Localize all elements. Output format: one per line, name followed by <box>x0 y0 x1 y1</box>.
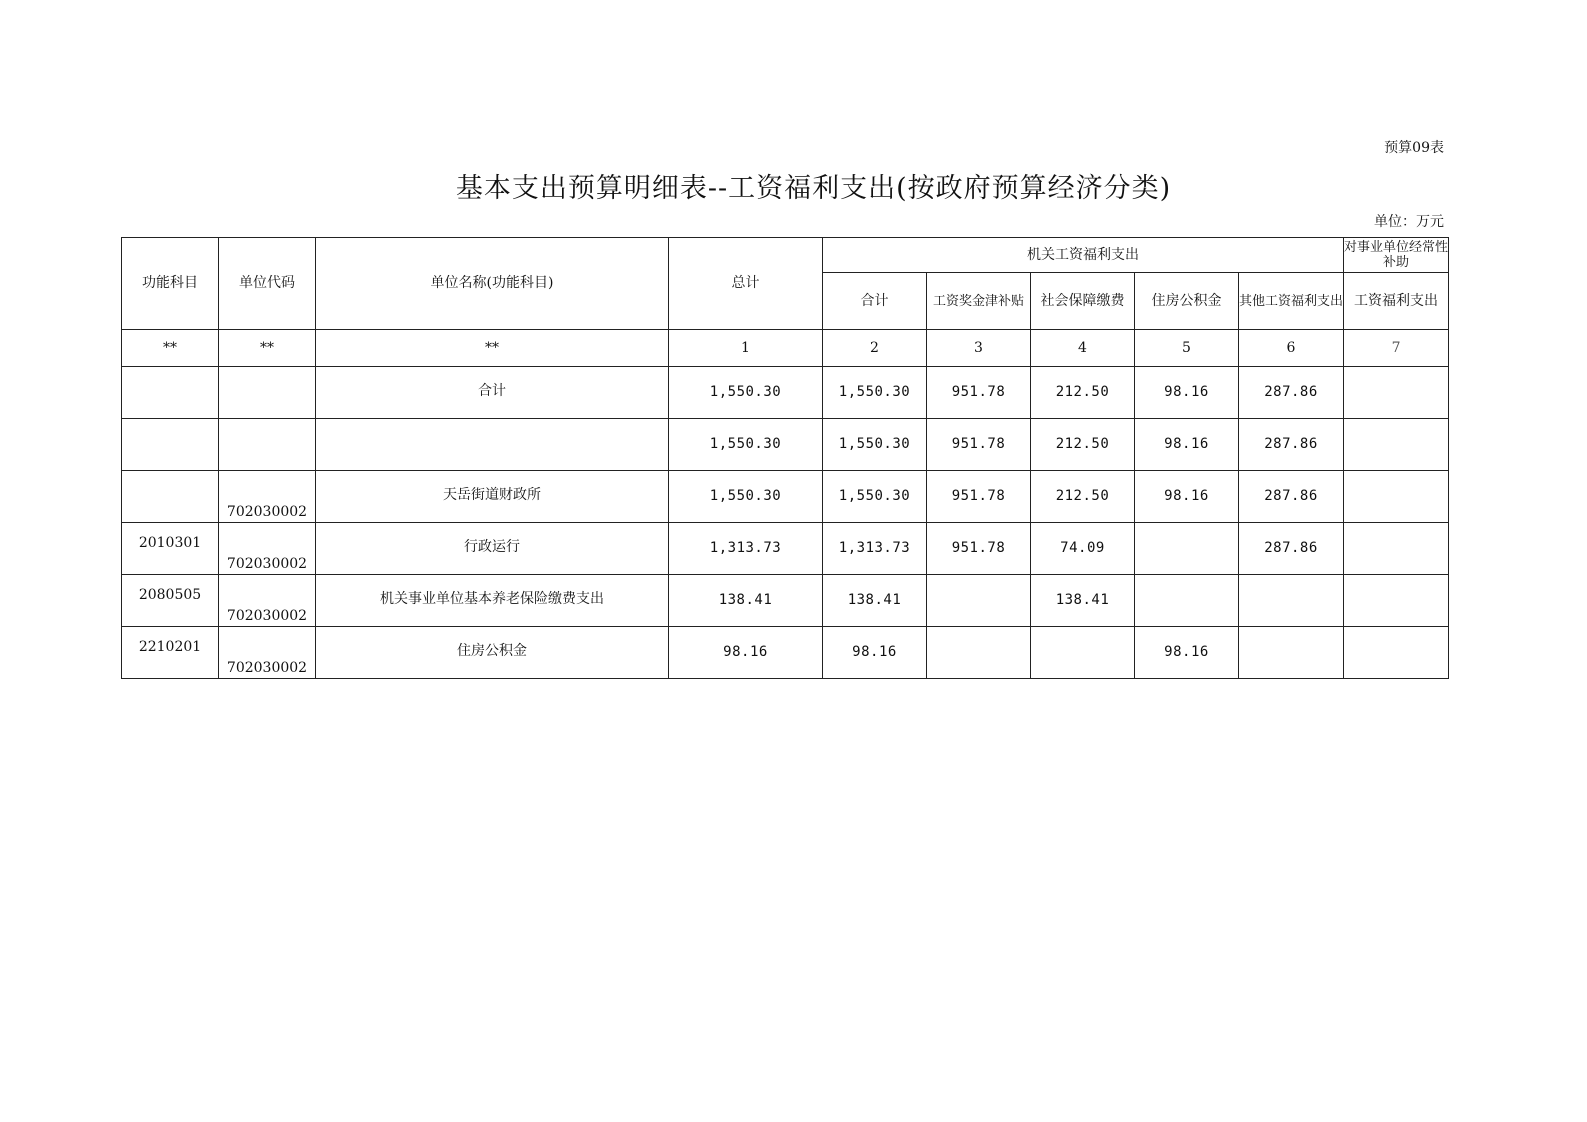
page-title-text: 基本支出预算明细表--工资福利支出(按政府预算经济分类) <box>455 173 1172 204</box>
cell-unit-name: 机关事业单位基本养老保险缴费支出 <box>316 575 669 627</box>
index-cell: 4 <box>1031 330 1135 367</box>
index-cell: 7 <box>1344 330 1449 367</box>
cell-social: 74.09 <box>1031 523 1135 575</box>
cell-subtotal: 1,550.30 <box>823 419 927 471</box>
cell-func-subject: 2080505 <box>122 575 219 627</box>
unit-label: 单位：万元 <box>1374 214 1444 230</box>
cell-other: 287.86 <box>1239 523 1344 575</box>
header-total: 总计 <box>669 238 823 330</box>
header-unit-code: 单位代码 <box>219 238 316 330</box>
cell-unit-code: 702030002 <box>219 523 316 575</box>
cell-subtotal: 138.41 <box>823 575 927 627</box>
cell-unit-code: 702030002 <box>219 471 316 523</box>
cell-total: 1,313.73 <box>669 523 823 575</box>
cell-housing <box>1135 575 1239 627</box>
header-func-subject: 功能科目 <box>122 238 219 330</box>
cell-wages: 951.78 <box>927 419 1031 471</box>
cell-total: 1,550.30 <box>669 471 823 523</box>
header-social: 社会保障缴费 <box>1031 273 1135 330</box>
cell-wages <box>927 627 1031 679</box>
cell-unit-name <box>316 419 669 471</box>
cell-subsidy <box>1344 419 1449 471</box>
index-cell: ** <box>316 330 669 367</box>
cell-func-subject <box>122 367 219 419</box>
table-row <box>122 471 1449 523</box>
cell-total: 1,550.30 <box>669 419 823 471</box>
cell-func-subject: 2210201 <box>122 627 219 679</box>
cell-wages: 951.78 <box>927 523 1031 575</box>
cell-social: 212.50 <box>1031 367 1135 419</box>
cell-func-subject <box>122 419 219 471</box>
cell-subtotal: 1,550.30 <box>823 471 927 523</box>
table-row <box>122 575 1449 627</box>
cell-total: 98.16 <box>669 627 823 679</box>
table-row <box>122 627 1449 679</box>
cell-housing: 98.16 <box>1135 471 1239 523</box>
cell-unit-name: 行政运行 <box>316 523 669 575</box>
table-row <box>122 523 1449 575</box>
cell-unit-name: 合计 <box>316 367 669 419</box>
cell-other: 287.86 <box>1239 419 1344 471</box>
cell-housing: 98.16 <box>1135 419 1239 471</box>
cell-wages: 951.78 <box>927 367 1031 419</box>
header-row-1 <box>122 238 1449 273</box>
index-cell: ** <box>219 330 316 367</box>
cell-social: 138.41 <box>1031 575 1135 627</box>
header-organ-group: 机关工资福利支出 <box>823 238 1344 273</box>
cell-subtotal: 1,313.73 <box>823 523 927 575</box>
budget-table <box>121 237 1449 679</box>
index-cell: 1 <box>669 330 823 367</box>
cell-wages <box>927 575 1031 627</box>
cell-housing: 98.16 <box>1135 367 1239 419</box>
cell-unit-code: 702030002 <box>219 575 316 627</box>
cell-subsidy <box>1344 367 1449 419</box>
index-row <box>122 330 1449 367</box>
cell-wages: 951.78 <box>927 471 1031 523</box>
cell-unit-code: 702030002 <box>219 627 316 679</box>
cell-subtotal: 98.16 <box>823 627 927 679</box>
cell-subtotal: 1,550.30 <box>823 367 927 419</box>
cell-other: 287.86 <box>1239 367 1344 419</box>
cell-other <box>1239 575 1344 627</box>
cell-other <box>1239 627 1344 679</box>
cell-total: 138.41 <box>669 575 823 627</box>
cell-social: 212.50 <box>1031 471 1135 523</box>
index-cell: 3 <box>927 330 1031 367</box>
index-cell: 6 <box>1239 330 1344 367</box>
cell-unit-name: 天岳街道财政所 <box>316 471 669 523</box>
cell-subsidy <box>1344 471 1449 523</box>
header-unit-name: 单位名称(功能科目) <box>316 238 669 330</box>
table-row <box>122 367 1449 419</box>
index-cell: ** <box>122 330 219 367</box>
cell-social <box>1031 627 1135 679</box>
header-housing: 住房公积金 <box>1135 273 1239 330</box>
header-other: 其他工资福利支出 <box>1239 273 1344 330</box>
cell-subsidy <box>1344 627 1449 679</box>
header-subtotal: 合计 <box>823 273 927 330</box>
cell-func-subject: 2010301 <box>122 523 219 575</box>
header-subsidy-wages: 工资福利支出 <box>1344 273 1449 330</box>
cell-housing <box>1135 523 1239 575</box>
cell-unit-code <box>219 367 316 419</box>
header-wages: 工资奖金津补贴 <box>927 273 1031 330</box>
index-cell: 5 <box>1135 330 1239 367</box>
header-subsidy-group: 对事业单位经常性补助 <box>1344 238 1449 273</box>
form-number: 预算09表 <box>1384 140 1444 156</box>
page-title <box>0 166 1587 205</box>
table-row <box>122 419 1449 471</box>
cell-subsidy <box>1344 523 1449 575</box>
cell-total: 1,550.30 <box>669 367 823 419</box>
cell-unit-code <box>219 419 316 471</box>
cell-social: 212.50 <box>1031 419 1135 471</box>
cell-housing: 98.16 <box>1135 627 1239 679</box>
index-cell: 2 <box>823 330 927 367</box>
cell-subsidy <box>1344 575 1449 627</box>
cell-unit-name: 住房公积金 <box>316 627 669 679</box>
cell-func-subject <box>122 471 219 523</box>
cell-other: 287.86 <box>1239 471 1344 523</box>
